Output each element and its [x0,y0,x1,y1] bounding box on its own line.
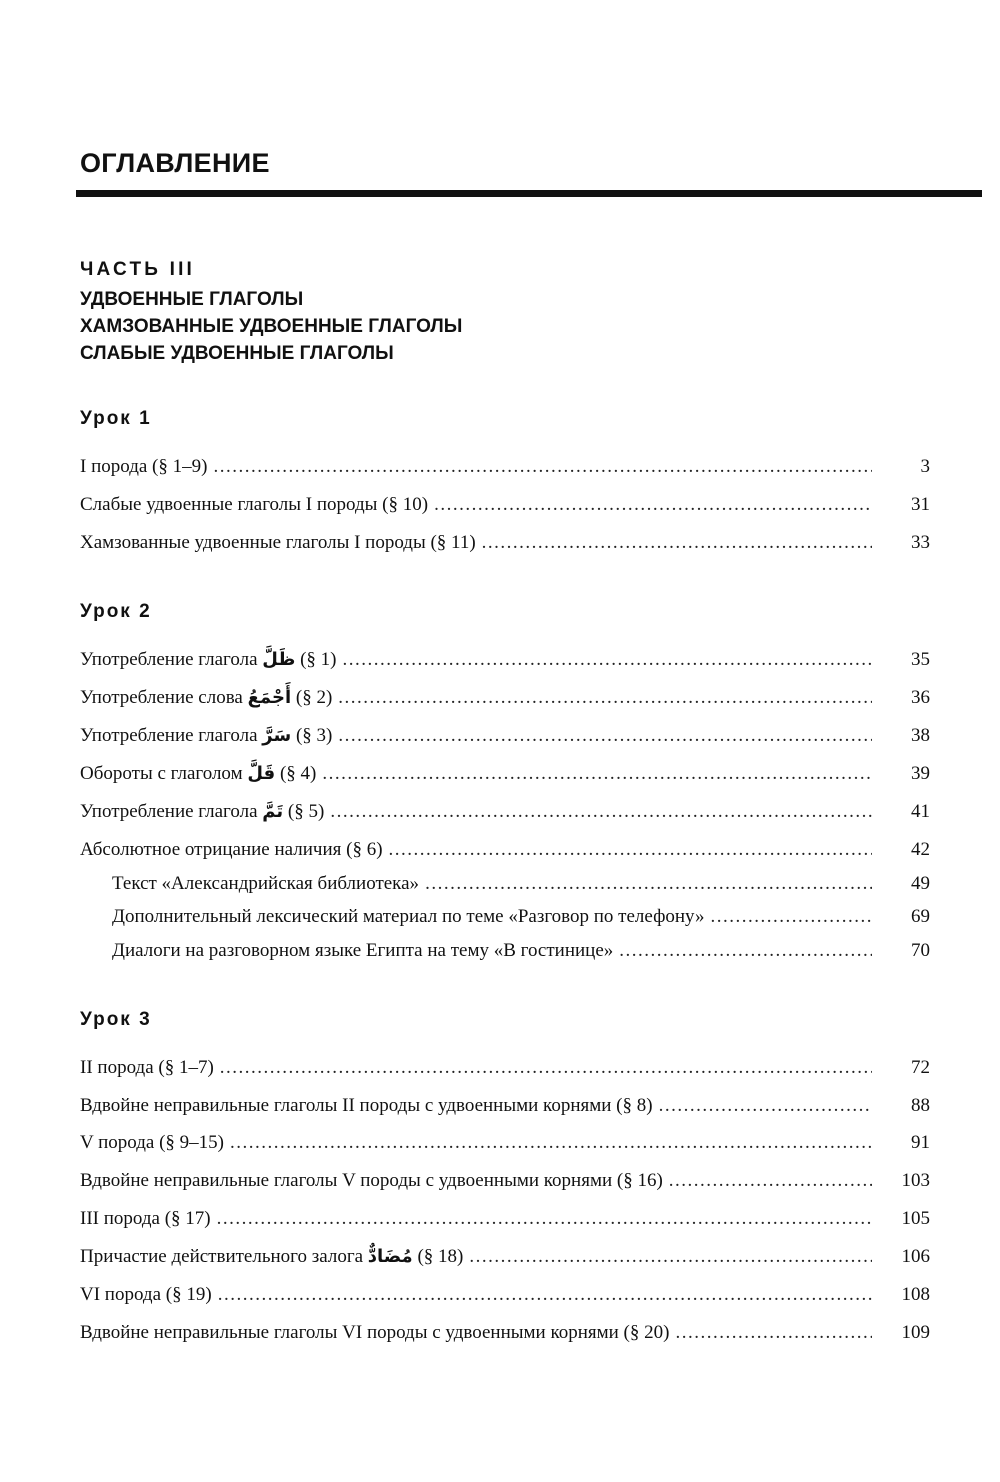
toc-entry-title: Диалоги на разговорном языке Египта на тему «В гостинице» [112,940,614,961]
dot-leader [469,1245,872,1269]
page-title: ОГЛАВЛЕНИЕ [80,148,270,178]
toc-page-number: 108 [901,1284,930,1305]
toc-entry-title: Причастие действительного залога مُضَادٌّ (§ 18) [80,1246,464,1267]
dot-leader [217,1207,872,1231]
toc-entry-title: Дополнительный лексический материал по теме «Разговор по телефону» [112,906,705,927]
toc-page-number: 72 [911,1057,930,1078]
toc-entry[interactable] [80,1283,930,1307]
toc-entry-title: Слабые удвоенные глаголы I породы (§ 10) [80,494,429,515]
toc-entry-title: Употребление слова أَجْمَعُ (§ 2) [80,687,333,708]
part-subtitle: УДВОЕННЫЕ ГЛАГОЛЫ [80,289,304,310]
toc-entry-title: Вдвойне неправильные глаголы V породы с удвоенными корнями (§ 16) [80,1170,663,1191]
dot-leader [220,1056,872,1080]
dot-leader [213,455,872,479]
toc-entry-title: V порода (§ 9–15) [80,1132,225,1153]
toc-entry-title: Текст «Александрийская библиотека» [112,873,420,894]
arabic-word: مُضَادٌّ [367,1246,413,1267]
dot-leader [218,1283,872,1307]
dot-leader [322,762,872,786]
toc-page-number: 49 [911,873,930,894]
arabic-word: ظَلَّ [262,649,296,670]
toc-entry-title: Хамзованные удвоенные глаголы I породы (§ 11) [80,532,476,553]
dot-leader [330,800,872,824]
toc-entry-title: Обороты с глаголом قَلَّ (§ 4) [80,763,317,784]
toc-entry[interactable] [80,686,930,710]
lesson-heading: Урок 3 [80,1009,152,1030]
toc-entry[interactable] [80,493,930,517]
toc-entry[interactable] [80,455,930,479]
arabic-word: تَمَّ [262,801,284,822]
arabic-word: قَلَّ [247,763,276,784]
toc-entry[interactable] [80,1094,930,1118]
toc-entry-title: III порода (§ 17) [80,1208,211,1229]
toc-page-number: 103 [901,1170,930,1191]
toc-entry-title: Вдвойне неправильные глаголы II породы с удвоенными корнями (§ 8) [80,1095,653,1116]
arabic-word: أَجْمَعُ [247,687,292,708]
toc-entry[interactable] [80,800,930,824]
part-label: ЧАСТЬ III [80,259,196,280]
toc-entry-title: I порода (§ 1–9) [80,456,208,477]
toc-entry-title: II порода (§ 1–7) [80,1057,214,1078]
toc-subentry[interactable] [112,872,930,896]
dot-leader [659,1094,872,1118]
toc-page-number: 42 [911,839,930,860]
toc-page-number: 105 [901,1208,930,1229]
toc-entry[interactable] [80,1245,930,1269]
dot-leader [669,1169,872,1193]
toc-entry[interactable] [80,724,930,748]
toc-page-number: 36 [911,687,930,708]
part-heading [80,256,462,367]
dot-leader [425,872,872,896]
toc-entry[interactable] [80,531,930,555]
dot-leader [389,838,872,862]
toc-entry[interactable] [80,648,930,672]
dot-leader [342,648,872,672]
arabic-word: سَرَّ [262,725,292,746]
dot-leader [338,686,872,710]
title-rule [76,190,982,197]
dot-leader [711,905,872,929]
toc-entry[interactable] [80,838,930,862]
dot-leader [434,493,872,517]
toc-page-number: 35 [911,649,930,670]
toc-page-number: 38 [911,725,930,746]
toc-page-number: 69 [911,906,930,927]
toc-page-number: 88 [911,1095,930,1116]
part-subtitle: ХАМЗОВАННЫЕ УДВОЕННЫЕ ГЛАГОЛЫ [80,316,463,337]
toc-entry[interactable] [80,762,930,786]
toc-entry[interactable] [80,1321,930,1345]
toc-subentry[interactable] [112,905,930,929]
toc-page-number: 109 [901,1322,930,1343]
toc-entry[interactable] [80,1169,930,1193]
part-subtitle: СЛАБЫЕ УДВОЕННЫЕ ГЛАГОЛЫ [80,343,394,364]
toc-page-number: 41 [911,801,930,822]
toc-page-number: 3 [920,456,930,477]
toc-page-number: 91 [911,1132,930,1153]
toc-entry[interactable] [80,1131,930,1155]
toc-page-number: 106 [901,1246,930,1267]
toc-entry-title: VI порода (§ 19) [80,1284,212,1305]
toc-page-number: 39 [911,763,930,784]
dot-leader [338,724,872,748]
toc-entry-title: Употребление глагола تَمَّ (§ 5) [80,801,325,822]
dot-leader [619,939,872,963]
toc-entry-title: Абсолютное отрицание наличия (§ 6) [80,839,383,860]
toc-entry[interactable] [80,1207,930,1231]
toc-page-number: 70 [911,940,930,961]
toc-entry[interactable] [80,1056,930,1080]
toc-entry-title: Вдвойне неправильные глаголы VI породы с удвоенными корнями (§ 20) [80,1322,670,1343]
dot-leader [482,531,872,555]
lesson-heading: Урок 2 [80,601,152,622]
toc-page-number: 31 [911,494,930,515]
toc-subentry[interactable] [112,939,930,963]
toc-entry-title: Употребление глагола سَرَّ (§ 3) [80,725,333,746]
dot-leader [230,1131,872,1155]
lesson-heading: Урок 1 [80,408,152,429]
toc-entry-title: Употребление глагола ظَلَّ (§ 1) [80,649,337,670]
dot-leader [675,1321,872,1345]
toc-page-number: 33 [911,532,930,553]
